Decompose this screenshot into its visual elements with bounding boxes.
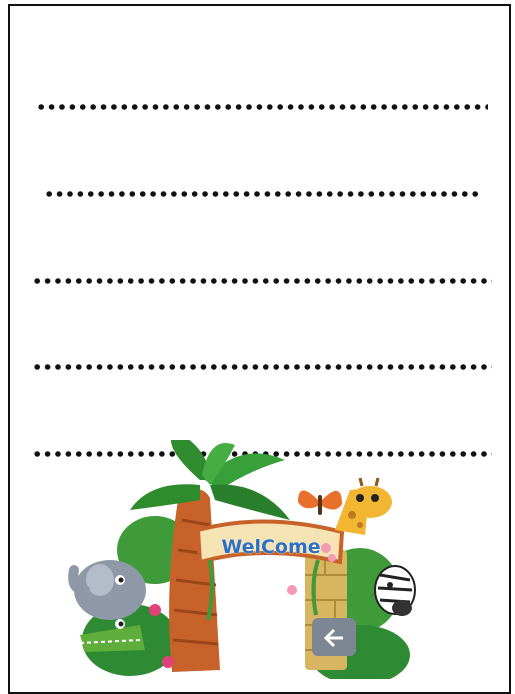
elephant <box>73 560 146 620</box>
writing-line <box>44 189 480 199</box>
welcome-sign-text: WelCome <box>221 536 321 558</box>
writing-line <box>32 362 492 372</box>
arrow-stone <box>312 618 356 656</box>
welcome-sign <box>198 521 342 562</box>
writing-line <box>32 276 492 286</box>
writing-line <box>36 102 488 112</box>
zoo-welcome-illustration <box>60 440 430 679</box>
zebra <box>375 566 415 616</box>
butterfly <box>298 490 342 515</box>
giraffe <box>335 478 392 535</box>
